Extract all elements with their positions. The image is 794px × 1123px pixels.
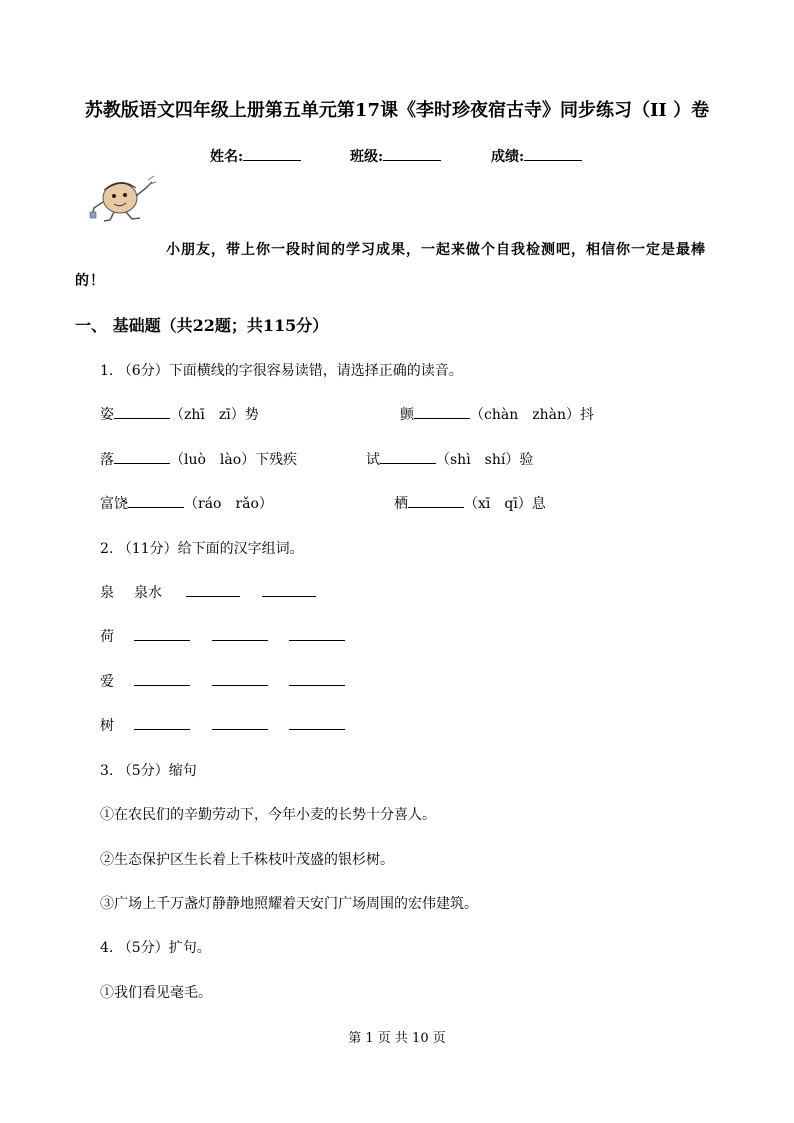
document-title: 苏教版语文四年级上册第五单元第17课《李时珍夜宿古寺》同步练习（II ）卷 bbox=[84, 100, 710, 121]
q1-item: 栖 （xī qī）息 bbox=[394, 493, 546, 513]
q1-stem: 1. （6分）下面横线的字很容易读错，请选择正确的读音。 bbox=[100, 363, 463, 379]
q2-blank bbox=[262, 582, 316, 601]
q2-row: 泉 bbox=[100, 585, 114, 601]
score-field bbox=[491, 146, 582, 166]
q2-blank bbox=[212, 715, 268, 734]
class-blank bbox=[383, 146, 441, 161]
q4-item: ①我们看见毫毛。 bbox=[100, 985, 212, 1001]
q2-blank bbox=[134, 715, 190, 734]
q2-example: 泉水 bbox=[134, 585, 162, 601]
q2-row: 树 bbox=[100, 718, 114, 734]
q3-stem: 3. （5分）缩句 bbox=[100, 763, 197, 779]
class-label: 班级: bbox=[350, 149, 384, 165]
q1-item: 姿 （zhī zī）势 bbox=[100, 404, 259, 424]
q2-blank bbox=[212, 626, 268, 645]
q2-blank bbox=[289, 671, 345, 690]
name-field bbox=[210, 146, 301, 166]
intro-line-2: 的！ bbox=[75, 273, 105, 289]
q2-blank bbox=[134, 626, 190, 645]
q2-stem: 2. （11分）给下面的汉字组词。 bbox=[100, 541, 304, 557]
q2-blank bbox=[212, 671, 268, 690]
mascot-illustration bbox=[88, 172, 158, 224]
q2-blank bbox=[289, 715, 345, 734]
q2-blank bbox=[289, 626, 345, 645]
q4-stem: 4. （5分）扩句。 bbox=[100, 940, 211, 956]
class-field bbox=[350, 146, 441, 166]
q1-item: 颤 （chàn zhàn）抖 bbox=[400, 404, 594, 424]
q2-row: 荷 bbox=[100, 629, 114, 645]
q2-row: 爱 bbox=[100, 674, 114, 690]
intro-line-1: 小朋友，带上你一段时间的学习成果，一起来做个自我检测吧，相信你一定是最棒 bbox=[166, 242, 706, 258]
q2-blank bbox=[186, 582, 240, 601]
q1-item: 富饶 （ráo rǎo） bbox=[100, 493, 273, 513]
q3-item: ②生态保护区生长着上千株枝叶茂盛的银杉树。 bbox=[100, 852, 394, 868]
name-label: 姓名: bbox=[210, 149, 244, 165]
section-heading: 一、 基础题（共22题；共115分） bbox=[75, 316, 329, 335]
page-footer: 第 1 页 共 10 页 bbox=[348, 1031, 446, 1046]
q1-item: 试 （shì shí）验 bbox=[366, 449, 533, 469]
q1-item: 落 （luò lào）下残疾 bbox=[100, 449, 297, 469]
score-blank bbox=[524, 146, 582, 161]
score-label: 成绩: bbox=[491, 149, 525, 165]
q3-item: ③广场上千万盏灯静静地照耀着天安门广场周围的宏伟建筑。 bbox=[100, 896, 478, 912]
name-blank bbox=[243, 146, 301, 161]
q2-blank bbox=[134, 671, 190, 690]
q3-item: ①在农民们的辛勤劳动下，今年小麦的长势十分喜人。 bbox=[100, 807, 436, 823]
